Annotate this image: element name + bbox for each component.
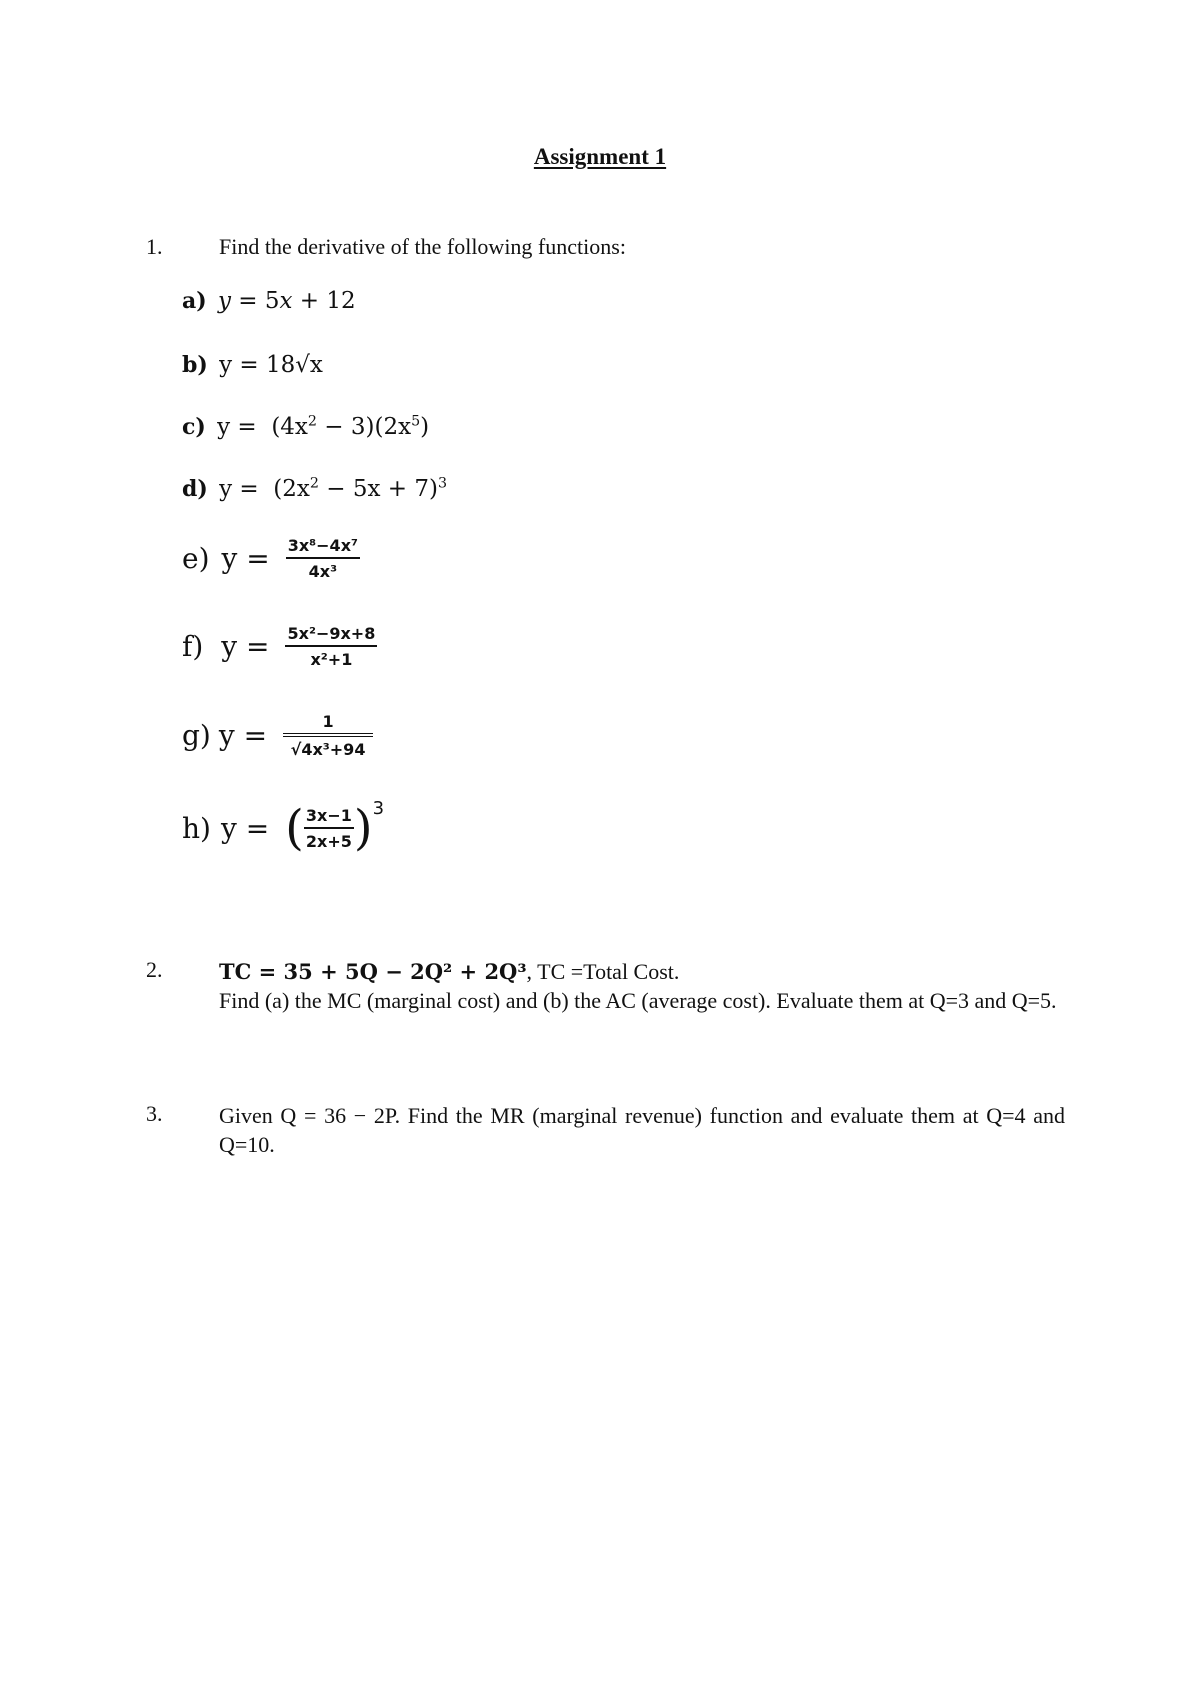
part-c (182, 414, 429, 440)
part-h (182, 798, 385, 856)
part-g-y: y = (218, 719, 268, 752)
part-f-label: f) (182, 630, 204, 663)
part-c-label: c) (182, 414, 206, 440)
part-g-label: g) (182, 719, 211, 752)
question-2-body (219, 957, 1069, 1015)
part-e-fraction (286, 536, 360, 581)
part-a-label: a) (182, 288, 207, 314)
question-2-number: 2. (146, 957, 163, 982)
question-1-text: Find the derivative of the following functions: (219, 234, 626, 259)
question-2-formula-note: , TC =Total Cost. (526, 959, 680, 984)
part-h-exponent: 3 (372, 798, 385, 819)
part-b (182, 352, 323, 378)
question-1-number: 1. (146, 234, 163, 259)
part-a-equation: y = 5x + 12 (217, 288, 356, 314)
part-e-y: y = (221, 542, 270, 575)
part-h-fraction (304, 806, 354, 851)
part-e-denominator: 4x³ (308, 562, 338, 581)
part-g (182, 712, 373, 759)
part-h-numerator: 3x−1 (304, 806, 354, 829)
part-f (182, 624, 377, 669)
part-e-label: e) (182, 542, 210, 575)
part-e (182, 536, 360, 581)
part-d (182, 476, 447, 502)
part-c-equation: $y = (4x^2 - 3)(2x^5)$ (209, 413, 430, 440)
part-h-open-paren: ( (285, 800, 304, 856)
question-2-text: Find (a) the MC (marginal cost) and (b) the AC (average cost). Evaluate them at Q=3 and Q=5. (219, 988, 1057, 1013)
part-f-y: y = (221, 630, 270, 663)
part-h-y: y = (220, 811, 270, 845)
part-b-label: b) (182, 352, 208, 378)
part-f-denominator: x²+1 (310, 650, 353, 669)
part-b-equation: y = 18√x (211, 352, 323, 378)
part-d-label: d) (182, 476, 208, 502)
part-h-close-paren: ) (353, 800, 373, 856)
part-f-fraction (285, 624, 377, 669)
part-a (182, 288, 356, 314)
part-g-fraction (283, 712, 373, 759)
part-f-numerator: 5x²−9x+8 (285, 624, 377, 647)
question-3-text: Given Q = 36 − 2P. Find the MR (marginal revenue) function and evaluate them at Q=4 and Q=10. (219, 1103, 1065, 1157)
page-title: Assignment 1 (533, 144, 667, 169)
part-g-numerator: 1 (283, 712, 373, 737)
part-g-denominator: √4x³+94 (290, 740, 366, 759)
question-3-number: 3. (146, 1101, 163, 1126)
part-e-numerator: 3x⁸−4x⁷ (286, 536, 360, 559)
part-d-equation: $y = (2x^2 - 5x + 7)^3$ (211, 475, 448, 502)
part-h-denominator: 2x+5 (305, 831, 352, 851)
question-2-formula: TC = 35 + 5Q − 2Q² + 2Q³ (219, 959, 527, 984)
part-h-label: h) (182, 811, 211, 845)
